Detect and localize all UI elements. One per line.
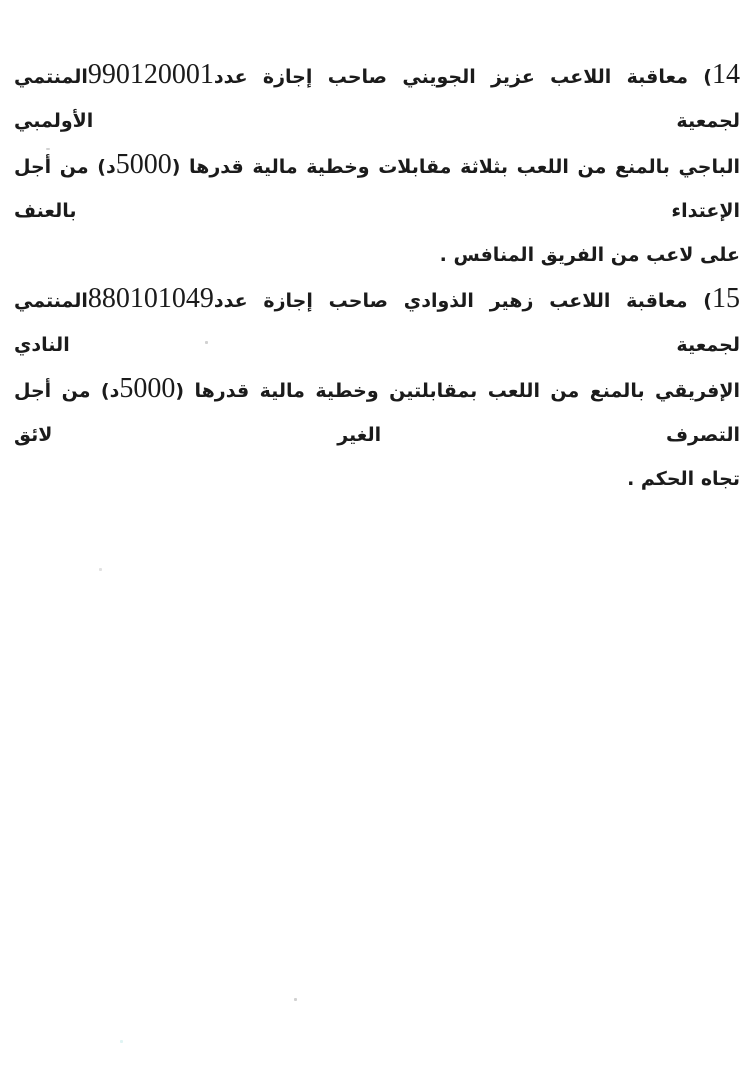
text-segment: د) من أجل التصرف الغير لائق bbox=[14, 380, 740, 446]
text-segment: تجاه الحكم . bbox=[627, 468, 740, 490]
text-line bbox=[14, 278, 740, 368]
scan-speck bbox=[99, 568, 102, 571]
scan-speck bbox=[46, 148, 50, 150]
text-segment: د) من أجل الإعتداء بالعنف bbox=[14, 156, 740, 222]
text-line bbox=[14, 144, 740, 234]
scan-speck bbox=[294, 998, 297, 1001]
text-segment: على لاعب من الفريق المنافس . bbox=[439, 244, 740, 266]
text-segment: ) معاقبة اللاعب عزيز الجويني صاحب إجازة عدد bbox=[213, 66, 712, 88]
scan-speck bbox=[120, 1040, 123, 1043]
text-line bbox=[14, 54, 740, 144]
license-number: 880101049 bbox=[87, 283, 214, 314]
text-line bbox=[14, 234, 740, 278]
text-segment: الباجي بالمنع من اللعب بثلاثة مقابلات وخطية مالية قدرها ( bbox=[171, 156, 740, 178]
fine-amount: 5000 bbox=[119, 373, 176, 404]
sanction-item-14 bbox=[14, 54, 740, 278]
scan-speck bbox=[205, 341, 208, 344]
text-line bbox=[14, 458, 740, 502]
item-number: 15 bbox=[712, 283, 740, 314]
item-number: 14 bbox=[712, 59, 740, 90]
text-line bbox=[14, 368, 740, 458]
text-segment: ) معاقبة اللاعب زهير الذوادي صاحب إجازة عدد bbox=[213, 290, 712, 312]
text-segment: الإفريقي بالمنع من اللعب بمقابلتين وخطية مالية قدرها ( bbox=[175, 380, 740, 402]
license-number: 990120001 bbox=[87, 59, 214, 90]
document-body bbox=[14, 54, 740, 502]
fine-amount: 5000 bbox=[115, 149, 172, 180]
sanction-item-15 bbox=[14, 278, 740, 502]
text-segment: المنتمي لجمعية الأولمبي bbox=[14, 66, 740, 132]
text-segment: المنتمي لجمعية النادي bbox=[14, 290, 740, 356]
